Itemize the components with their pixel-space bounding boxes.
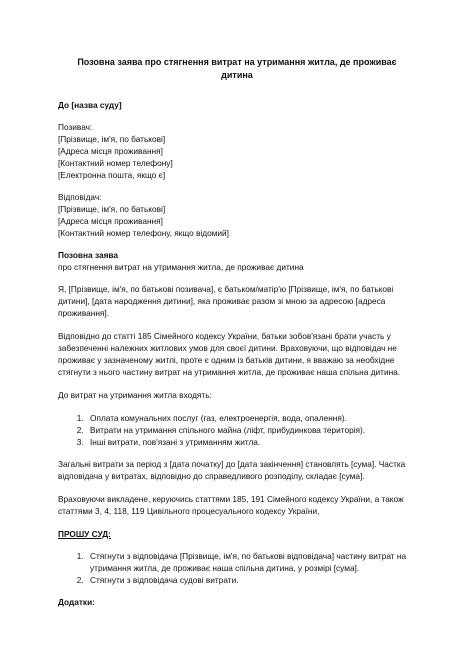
claim-subheading: про стягнення витрат на утримання житла, де проживає дитина: [58, 262, 304, 272]
defendant-name: [Прізвище, ім'я, по батькові]: [58, 204, 166, 214]
expenses-list: [58, 412, 416, 448]
paragraph-total-costs: Загальні витрати за період з [дата початку] до [дата закінчення] становлять [сума]. Частка відповідача у витратах, відповідно до справедливого розподілу, складає [сума].: [58, 459, 406, 481]
plaintiff-email: [Електронна пошта, якщо є]: [58, 170, 166, 180]
plaintiff-heading: Позивач:: [58, 122, 93, 132]
plaintiff-block: [58, 121, 416, 181]
request-heading: ПРОШУ СУД:: [58, 529, 111, 539]
paragraph-legal-references: Враховуючи викладене, керуючись статтями 185, 191 Сімейного кодексу України, а також статтями 3, 4, 118, 119 Цивільного процесуального кодексу України,: [58, 494, 404, 516]
defendant-heading: Відповідач:: [58, 192, 102, 202]
defendant-phone: [Контактний номер телефону, якщо відомий]: [58, 228, 229, 238]
defendant-block: [58, 191, 416, 239]
request-item: 1. Стягнути з відповідача [Прізвище, ім'я, по батькові відповідача] частину витрат на утримання житла, де проживає наша спільна дитина, у розмірі [сума].: [86, 550, 416, 574]
expense-item: 1. Оплата комунальних послуг (газ, електроенергія, вода, опалення).: [86, 412, 416, 424]
attachments-heading: Додатки:: [58, 597, 95, 607]
claim-heading-block: [58, 249, 416, 273]
plaintiff-address: [Адреса місця проживання]: [58, 146, 163, 156]
paragraph-legal-basis: Відповідно до статті 185 Сімейного кодексу України, батьки зобов'язані брати участь у забезпеченні належних житлових умов для своєї дитини. Враховуючи, що відповідач не проживає у зазначеному житлі, проте є одним із батьків дитини, я вважаю за необхідне стягнути з нього частину витрат на утримання житла, де проживає наша спільна дитина.: [58, 331, 401, 377]
defendant-address: [Адреса місця проживання]: [58, 216, 163, 226]
request-item: 2. Стягнути з відповідача судові витрати.: [86, 574, 416, 586]
plaintiff-phone: [Контактний номер телефону]: [58, 158, 173, 168]
expense-item: 3. Інші витрати, пов'язані з утриманням житла.: [86, 436, 416, 448]
paragraph-expenses-intro: До витрат на утримання житла входять:: [58, 390, 212, 400]
expense-item: 2. Витрати на утримання спільного майна (ліфт, прибудинкова територія).: [86, 424, 416, 436]
document-title: Позовна заява про стягнення витрат на утримання житла, де проживає дитина: [77, 57, 397, 80]
requests-list: [58, 550, 416, 586]
paragraph-intro: Я, [Прізвище, ім'я, по батькові позивача], є батьком/матір'ю [Прізвище, ім'я, по батькові дитини], [дата народження дитини], яка проживає разом зі мною за адресою [адреса проживання].: [58, 284, 394, 318]
claim-heading: Позовна заява: [58, 250, 119, 260]
plaintiff-name: [Прізвище, ім'я, по батькові]: [58, 134, 166, 144]
court-line: До [назва суду]: [58, 100, 122, 110]
